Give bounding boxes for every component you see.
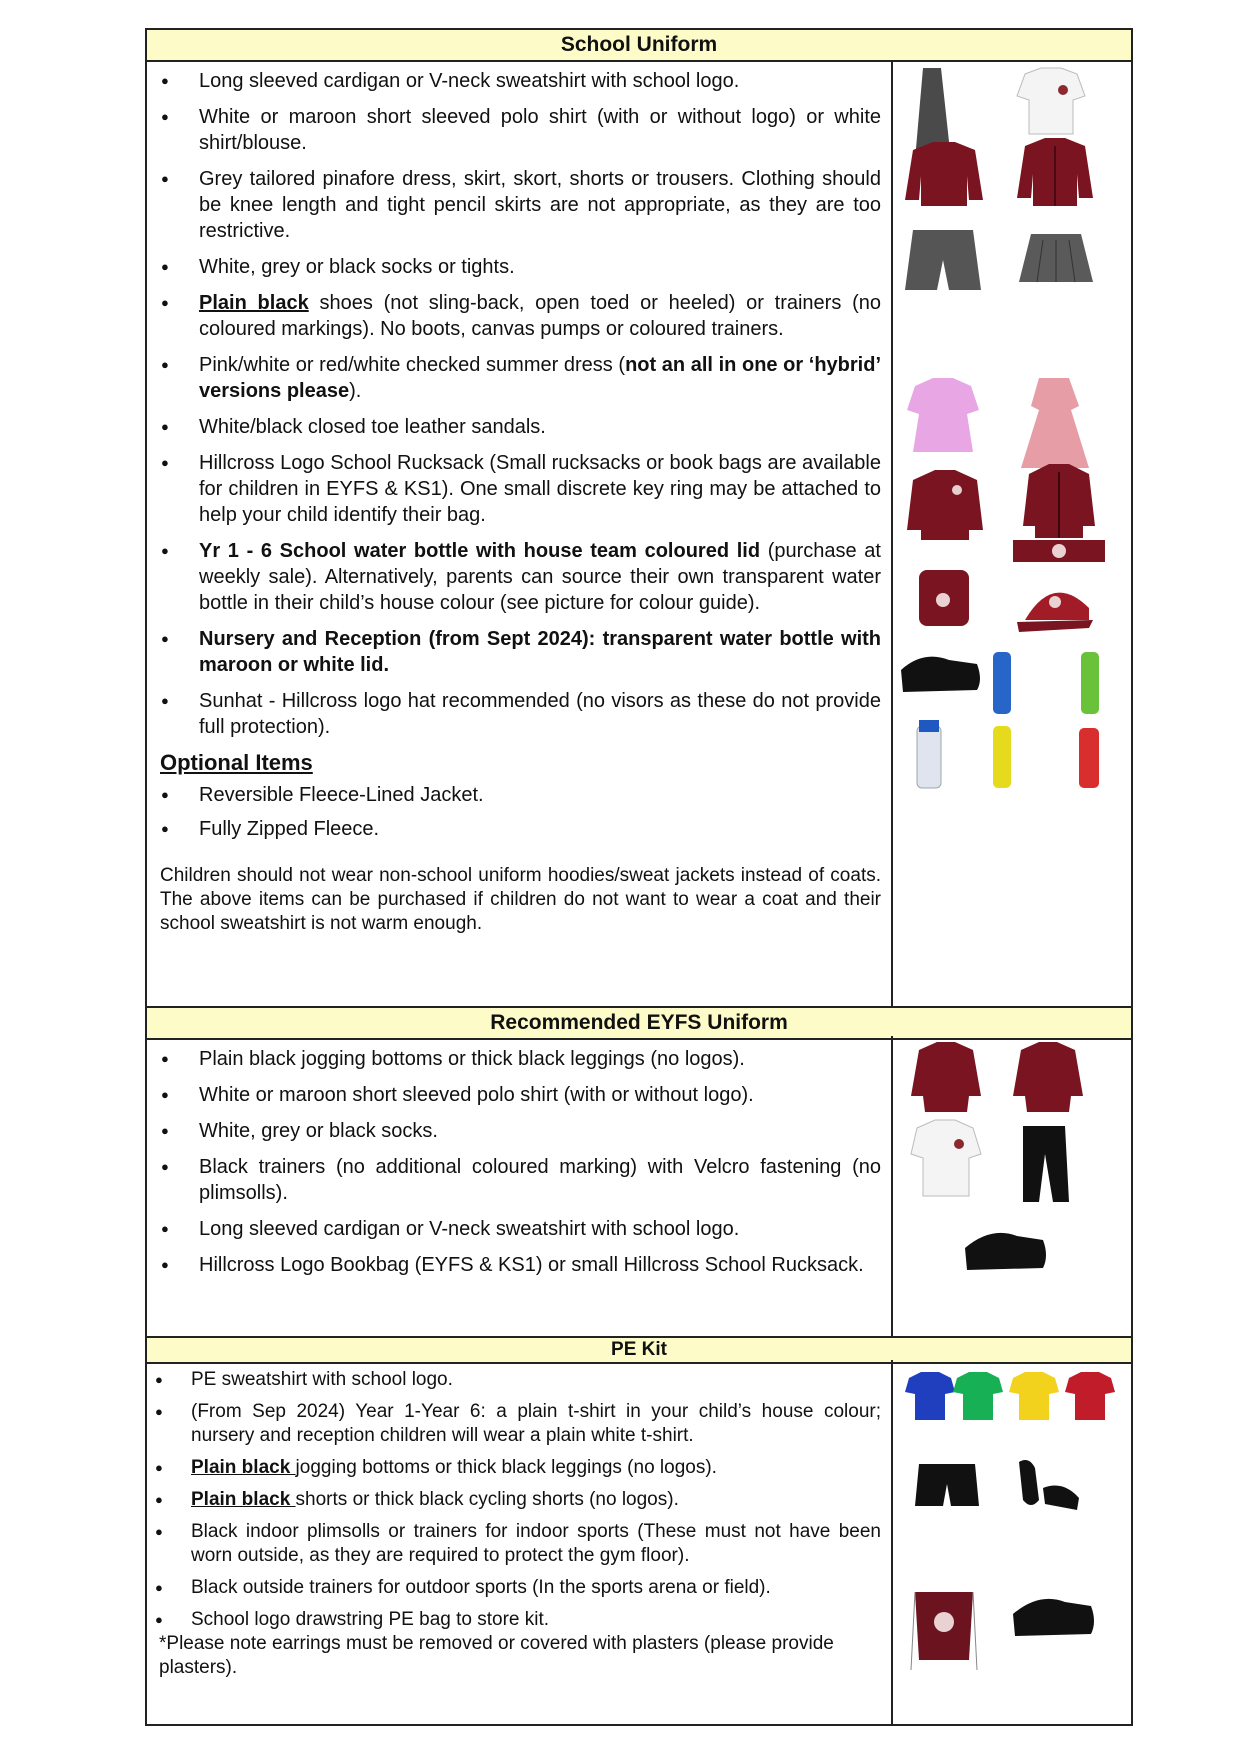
- school-uniform-images: [893, 60, 1131, 1006]
- pe-kit-images: [893, 1360, 1131, 1724]
- list-item: ● Grey tailored pinafore dress, skirt, skort, shorts or trousers. Clothing should be knee length and tight pencil skirts are not appropriate, as they are too restrictive.: [147, 166, 891, 244]
- blue-bottle-icon: [993, 652, 1011, 714]
- black-plimsolls-icon: [1019, 1460, 1079, 1510]
- list-item: ● Sunhat - Hillcross logo hat recommended (no visors as these do not provide full protection).: [147, 688, 891, 740]
- list-item: ● Plain black jogging bottoms or thick black leggings (no logos).: [147, 1456, 891, 1480]
- list-item: ● Black outside trainers for outdoor sports (In the sports arena or field).: [147, 1576, 891, 1600]
- plain-black-label: Plain black: [199, 292, 309, 314]
- maroon-cardigan-icon: [1013, 1042, 1083, 1112]
- fleece-jacket-icon: [907, 470, 983, 540]
- clear-bottle-icon: [917, 720, 941, 788]
- school-uniform-section: [147, 60, 1131, 1006]
- optional-items-heading: Optional Items: [160, 750, 313, 775]
- black-trainers-icon: [965, 1233, 1046, 1270]
- list-item: ● Pink/white or red/white checked summer dress (not an all in one or ‘hybrid’ versions please).: [147, 352, 891, 404]
- eyfs-text: [147, 1036, 893, 1336]
- list-item: ● Hillcross Logo Bookbag (EYFS & KS1) or small Hillcross School Rucksack.: [147, 1252, 891, 1278]
- list-item: ● Plain black shoes (not sling-back, open toed or heeled) or trainers (no coloured markings). No boots, canvas pumps or coloured trainers.: [147, 290, 891, 342]
- uniform-table: [145, 28, 1133, 1726]
- yellow-tshirt-icon: [1009, 1372, 1059, 1420]
- black-trainers-icon: [901, 657, 980, 692]
- black-trainers-icon: [1013, 1599, 1094, 1636]
- list-item: ● Black trainers (no additional coloured marking) with Velcro fastening (no plimsolls).: [147, 1154, 891, 1206]
- list-item: ● School logo drawstring PE bag to store kit.: [147, 1608, 891, 1632]
- list-item: ● Reversible Fleece-Lined Jacket.: [147, 782, 891, 808]
- list-item: ● White or maroon short sleeved polo shirt (with or without logo) or white shirt/blouse.: [147, 104, 891, 156]
- pe-kit-text: [147, 1360, 893, 1724]
- white-polo-icon: [911, 1120, 981, 1196]
- pe-kit-section: [147, 1360, 1131, 1724]
- list-item: ● White, grey or black socks.: [147, 1118, 891, 1144]
- list-item: ● (From Sep 2024) Year 1-Year 6: a plain t-shirt in your child’s house colour; nursery and reception children will wear a plain white t-shirt.: [147, 1400, 891, 1448]
- blue-tshirt-icon: [905, 1372, 955, 1420]
- black-jogging-bottoms-icon: [1023, 1126, 1069, 1202]
- black-shorts-icon: [915, 1464, 979, 1506]
- red-checked-dress-icon: [1021, 378, 1089, 468]
- zipped-fleece-icon: [1013, 464, 1105, 562]
- list-item: ● Plain black jogging bottoms or thick black leggings (no logos).: [147, 1046, 891, 1072]
- green-bottle-icon: [1081, 652, 1099, 714]
- grey-skirt-icon: [1019, 234, 1093, 282]
- pe-kit-header: PE Kit: [147, 1336, 1131, 1364]
- list-item: ● White, grey or black socks or tights.: [147, 254, 891, 280]
- yellow-bottle-icon: [993, 726, 1011, 788]
- list-item: ● Black indoor plimsolls or trainers for indoor sports (These must not have been worn outside, as they are required to protect the gym floor).: [147, 1520, 891, 1568]
- eyfs-pictures: [893, 1036, 1131, 1336]
- list-item: ● Hillcross Logo School Rucksack (Small rucksacks or book bags are available for children in EYFS & KS1). One small discrete key ring may be attached to help your child identify their bag.: [147, 450, 891, 528]
- sunhat-icon: [1017, 593, 1093, 632]
- white-polo-icon: [1017, 68, 1085, 134]
- list-item: ● Long sleeved cardigan or V-neck sweatshirt with school logo.: [147, 68, 891, 94]
- maroon-sweatshirt-icon: [911, 1042, 981, 1112]
- eyfs-section: [147, 1036, 1131, 1336]
- list-item: ● Long sleeved cardigan or V-neck sweatshirt with school logo.: [147, 1216, 891, 1242]
- pe-pictures: [893, 1360, 1131, 1724]
- rucksack-icon: [919, 570, 969, 626]
- maroon-cardigan-icon: [1017, 138, 1093, 206]
- maroon-sweatshirt-icon: [905, 142, 983, 206]
- school-uniform-text: [147, 60, 893, 1006]
- red-bottle-icon: [1079, 728, 1099, 788]
- list-item: ● PE sweatshirt with school logo.: [147, 1368, 891, 1392]
- list-item: ● Yr 1 - 6 School water bottle with house team coloured lid (purchase at weekly sale). Alternatively, parents can source their own transparent water bottle in their child’s house colour (see picture for colour guide).: [147, 538, 891, 616]
- list-item: ● Plain black shorts or thick black cycling shorts (no logos).: [147, 1488, 891, 1512]
- grey-shorts-icon: [905, 230, 981, 290]
- eyfs-images: [893, 1036, 1131, 1336]
- list-item: ● White/black closed toe leather sandals.: [147, 414, 891, 440]
- red-tshirt-icon: [1065, 1372, 1115, 1420]
- earrings-note: *Please note earrings must be removed or covered with plasters (please provide plasters).: [159, 1633, 834, 1678]
- school-uniform-header: School Uniform: [147, 30, 1131, 62]
- green-tshirt-icon: [953, 1372, 1003, 1420]
- uniform-pictures: [893, 60, 1131, 1006]
- pink-dress-icon: [907, 378, 979, 452]
- list-item: ● White or maroon short sleeved polo shirt (with or without logo).: [147, 1082, 891, 1108]
- list-item: ● Nursery and Reception (from Sept 2024): transparent water bottle with maroon or white lid.: [147, 626, 891, 678]
- eyfs-header: Recommended EYFS Uniform: [147, 1006, 1131, 1040]
- coats-note: Children should not wear non-school uniform hoodies/sweat jackets instead of coats. The above items can be purchased if children do not want to wear a coat and their school sweatshirt is not warm enough.: [160, 865, 881, 934]
- pe-bag-icon: [911, 1592, 977, 1670]
- list-item: ● Fully Zipped Fleece.: [147, 816, 891, 842]
